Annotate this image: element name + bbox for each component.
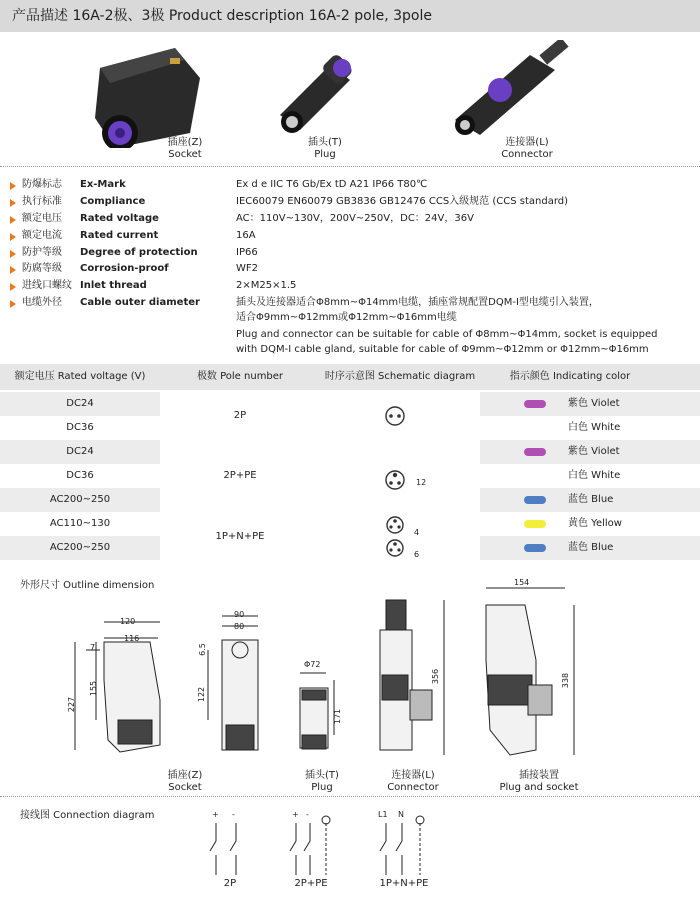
clock-label: 4 [414,528,420,537]
bullet-arrow-icon [10,283,16,291]
schematic-cell-2p [320,392,480,440]
schematic-cell-2ppe [320,440,480,512]
dim-116: 116 [124,634,140,643]
spec-cable-diameter: 电缆外径 Cable outer diameter 插头及连接器适合Φ8mm~Φ14mm电缆，插座常规配置DQM-I型电缆引入装置， [0,295,700,311]
plus-terminal: + [292,810,299,819]
outline-plug-label: 插头(T) Plug [305,770,339,793]
bullet-arrow-icon [10,199,16,207]
spec-inlet-thread: 进线口螺纹 Inlet thread 2×M25×1.5 [0,278,700,294]
schematic-cell-1pnpe [320,512,480,562]
table-row: AC200~250 蓝色 Blue [0,536,700,560]
l1-terminal: L1 [378,810,388,819]
th-color: 指示颜色 Indicating color [509,371,631,382]
connection-title: 接线图 Connection diagram [20,810,155,821]
dim-phi72: Φ72 [304,660,321,669]
dim-227: 227 [67,696,77,713]
spec-rated-voltage: 额定电压 Rated voltage AC：110V~130V，200V~250V，DC：24V，36V [0,211,700,227]
dim-7: 7 [90,643,96,652]
divider [0,166,700,167]
color-swatch [524,424,546,432]
dim-155: 155 [89,680,99,697]
bullet-arrow-icon [10,182,16,190]
bullet-arrow-icon [10,266,16,274]
color-swatch [524,472,546,480]
page-header: 产品描述 16A-2极、3极 Product description 16A-2 pole, 3pole [0,0,700,32]
table-row: DC24 紫色 Violet [0,392,700,416]
spec-cable-line-3: Plug and connector can be suitable for cable of Φ8mm~Φ14mm, socket is equipped [236,329,658,340]
color-swatch [524,496,546,504]
dim-171: 171 [333,708,343,725]
outline-plug-socket-label: 插接装置 Plug and socket [499,770,579,793]
outline-title: 外形尺寸 Outline dimension [20,580,155,591]
bullet-arrow-icon [10,216,16,224]
th-schematic: 时序示意图 Schematic diagram [324,371,476,382]
table-row: AC200~250 蓝色 Blue [0,488,700,512]
clock-label: 12 [416,478,427,487]
plus-terminal: + [212,810,219,819]
connection-diagrams [190,815,460,877]
bullet-arrow-icon [10,233,16,241]
dim-154: 154 [514,578,530,587]
connection-1pnpe-label: 1P+N+PE [379,878,429,889]
table-row: DC36 白色 White [66,422,621,433]
spec-protection: 防护等级 Degree of protection IP66 [0,245,700,261]
dim-90: 90 [234,610,245,619]
dim-80: 80 [234,622,245,631]
plug-image [270,50,360,140]
pole-cell-2ppe: 2P+PE [160,440,320,512]
dim-122: 122 [197,686,207,703]
minus-terminal: - [232,810,235,819]
outline-socket-label: 插座(Z) Socket [167,770,203,793]
dim-6-5: 6.5 [197,643,207,656]
connector-image [445,40,575,140]
th-poles: 极数 Pole number [196,371,284,382]
color-swatch [524,400,546,408]
table-row: DC24 紫色 Violet [0,440,700,464]
connection-2p-label: 2P [223,878,237,889]
bullet-arrow-icon [10,250,16,258]
color-swatch [524,544,546,552]
product-plug-label: 插头(T) Plug [308,137,342,160]
color-swatch [524,448,546,456]
minus-terminal: - [306,810,309,819]
outline-drawings [0,580,700,780]
spec-cable-line-4: with DQM-I cable gland, suitable for cable of Φ9mm~Φ12mm or Φ12mm~Φ16mm [236,344,649,355]
dim-120: 120 [120,617,136,626]
connection-2ppe-label: 2P+PE [294,878,328,889]
bullet-arrow-icon [10,300,16,308]
pole-cell-1pnpe: 1P+N+PE [160,512,320,562]
color-swatch [524,520,546,528]
n-terminal: N [398,810,404,819]
socket-image [80,38,210,148]
table-header [0,364,700,390]
divider [0,796,700,797]
outline-connector-label: 连接器(L) Connector [387,770,439,793]
spec-rated-current: 额定电流 Rated current 16A [0,228,700,244]
spec-cable-line-2: 适合Φ9mm~Φ12mm或Φ12mm~Φ16mm电缆 [236,312,457,323]
th-voltage: 额定电压 Rated voltage (V) [14,371,146,382]
table-row: AC110~130 黄色 Yellow [49,518,622,529]
dim-356: 356 [431,668,441,685]
dim-338: 338 [561,672,571,689]
product-socket-label: 插座(Z) Socket [167,137,203,160]
product-connector-label: 连接器(L) Connector [501,137,553,160]
spec-corrosion: 防腐等级 Corrosion-proof WF2 [0,261,700,277]
pole-cell-2p: 2P [160,392,320,440]
spec-compliance: 执行标准 Compliance IEC60079 EN60079 GB3836 GB12476 CCS入级规范 (CCS standard) [0,194,700,210]
spec-ex-mark: 防爆标志 Ex-Mark Ex d e IIC T6 Gb/Ex tD A21 IP66 T80℃ [0,177,700,193]
table-row: DC36 白色 White [66,470,621,481]
clock-label: 6 [414,550,420,559]
